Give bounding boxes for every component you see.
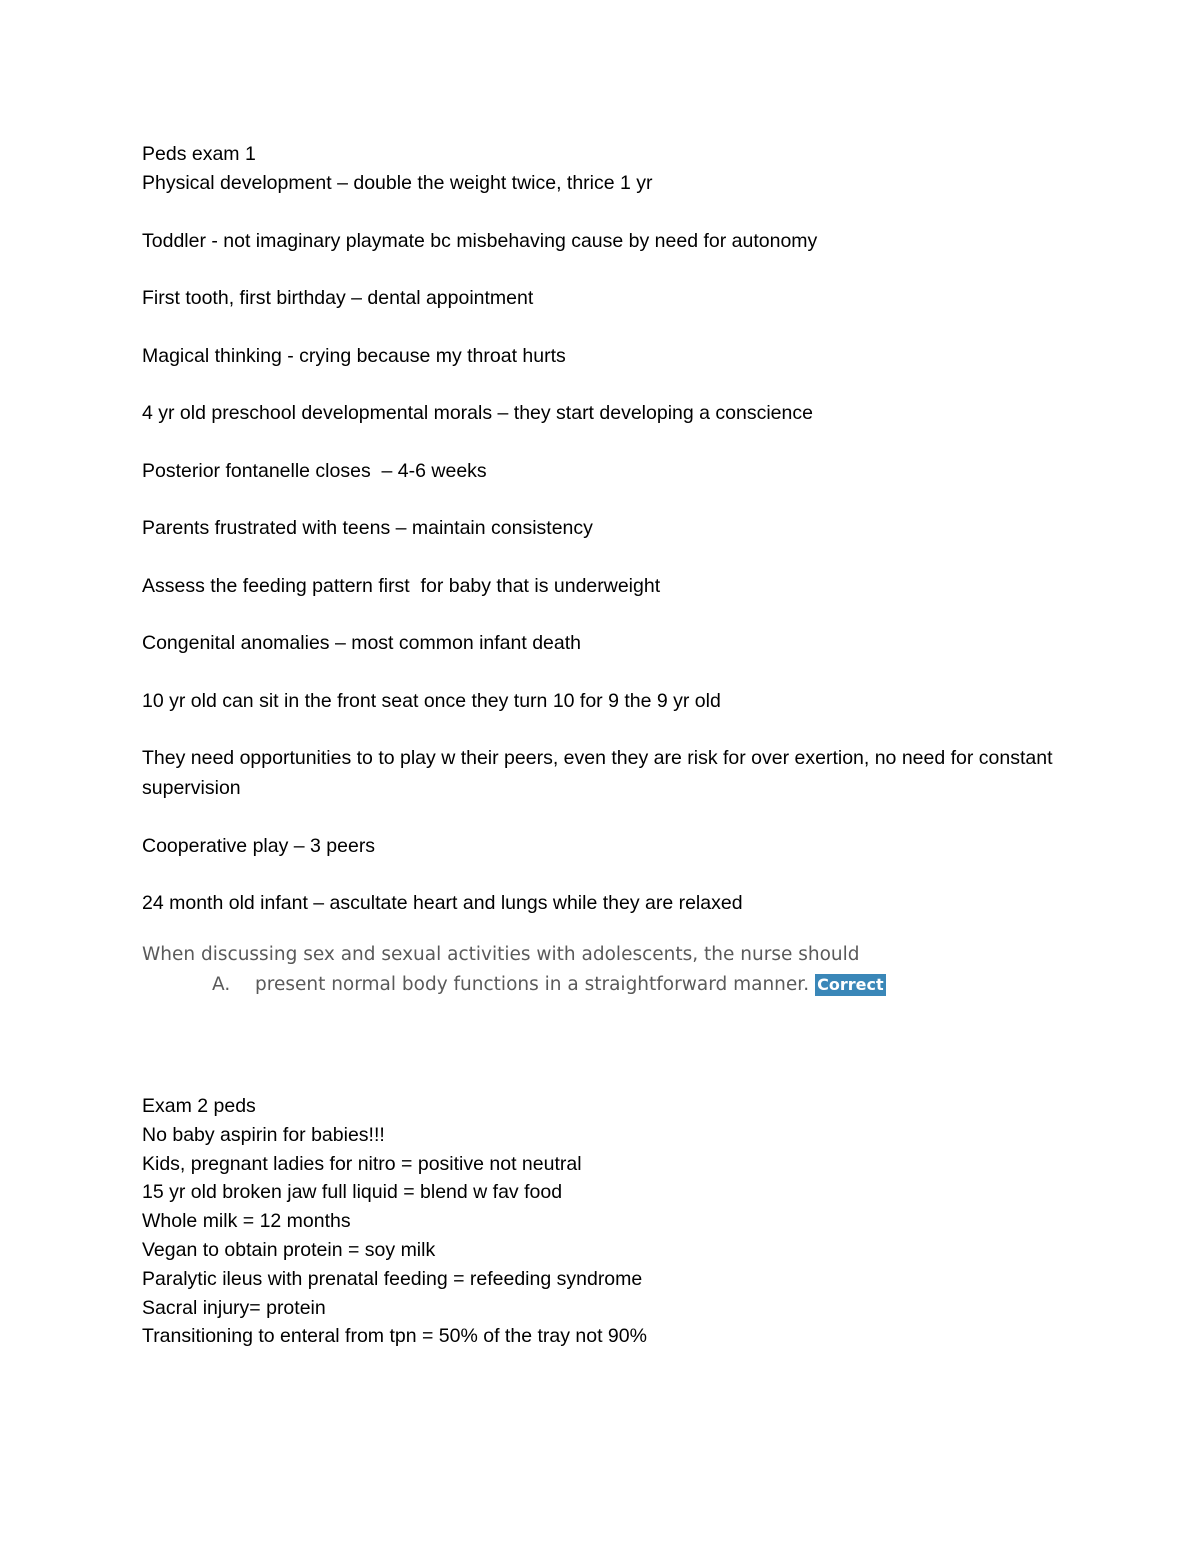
note-line: 15 yr old broken jaw full liquid = blend w fav food: [142, 1181, 563, 1204]
note-paragraph: Magical thinking - crying because my throat hurts: [142, 344, 566, 367]
note-paragraph: 10 yr old can sit in the front seat once they turn 10 for 9 the 9 yr old: [142, 689, 721, 712]
note-line: Sacral injury= protein: [142, 1296, 326, 1319]
note-paragraph: Cooperative play – 3 peers: [142, 834, 376, 857]
quiz-answer: [142, 970, 1062, 1000]
section-1-title: Peds exam 1: [142, 143, 256, 165]
answer-letter: A.: [212, 974, 231, 995]
note-paragraph: First tooth, first birthday – dental appointment: [142, 287, 534, 309]
section-exam-2: [142, 1092, 1062, 1351]
note-paragraph: 4 yr old preschool developmental morals – they start developing a conscience: [142, 402, 813, 424]
note-line: Transitioning to enteral from tpn = 50% of the tray not 90%: [142, 1325, 647, 1348]
note-paragraph: Congenital anomalies – most common infant death: [142, 632, 581, 654]
note-paragraph: Parents frustrated with teens – maintain consistency: [142, 517, 593, 539]
note-line: No baby aspirin for babies!!!: [142, 1123, 385, 1146]
section-2-title: Exam 2 peds: [142, 1095, 256, 1117]
note-paragraph: Toddler - not imaginary playmate bc misbehaving cause by need for autonomy: [142, 229, 818, 252]
note-line: Kids, pregnant ladies for nitro = positive not neutral: [142, 1152, 582, 1175]
section-exam-1: [142, 140, 1062, 1000]
quiz-block: [142, 940, 1062, 1000]
note-paragraph: Posterior fontanelle closes – 4-6 weeks: [142, 459, 487, 482]
note-paragraph: Assess the feeding pattern first for baby that is underweight: [142, 574, 661, 597]
note-line: Whole milk = 12 months: [142, 1210, 351, 1233]
note-paragraph: 24 month old infant – ascultate heart and lungs while they are relaxed: [142, 892, 743, 914]
note-line: Physical development – double the weight twice, thrice 1 yr: [142, 172, 653, 194]
note-line: Vegan to obtain protein = soy milk: [142, 1238, 436, 1261]
correct-badge: Correct: [817, 975, 884, 994]
note-line: Paralytic ileus with prenatal feeding = refeeding syndrome: [142, 1267, 643, 1290]
quiz-question: When discussing sex and sexual activities with adolescents, the nurse should: [142, 944, 860, 965]
answer-text: present normal body functions in a straightforward manner.: [255, 974, 810, 995]
note-paragraph: They need opportunities to to play w their peers, even they are risk for over exertion, no need for constant supervision: [142, 747, 1058, 799]
document-content: [142, 140, 1062, 1351]
